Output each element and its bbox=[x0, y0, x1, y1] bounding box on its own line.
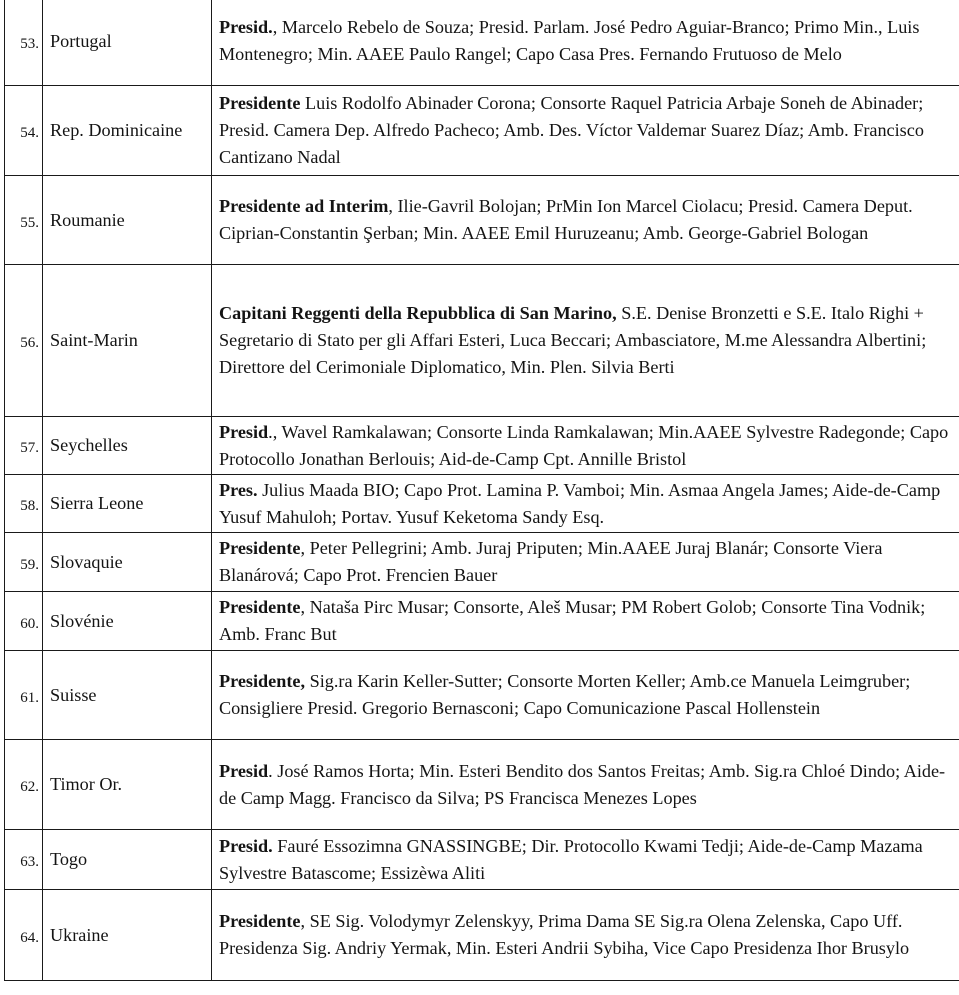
delegation-members: , Nataša Pirc Musar; Consorte, Aleš Musar; PM Robert Golob; Consorte Tina Vodnik; Amb. Franc But bbox=[219, 597, 926, 644]
delegation-details bbox=[212, 533, 959, 592]
delegations-table bbox=[4, 0, 959, 981]
delegation-head-title: Pres. bbox=[219, 479, 258, 500]
delegation-details bbox=[212, 651, 959, 740]
delegation-details bbox=[212, 86, 959, 176]
row-number: 57. bbox=[5, 417, 43, 475]
row-number: 56. bbox=[5, 265, 43, 417]
delegation-members: S.E. Denise Bronzetti e S.E. Italo Righi + Segretario di Stato per gli Affari Esteri, Luca Beccari; Ambasciatore, M.me Alessandra Albertini; Direttore del Cerimoniale Diplomatico, Min. Plen. Silvia Berti bbox=[219, 303, 927, 377]
delegation-head-title: Presidente bbox=[219, 911, 301, 931]
delegation-members: Julius Maada BIO; Capo Prot. Lamina P. Vamboi; Min. Asmaa Angela James; Aide-de-Camp Yusuf Mahuloh; Portav. Yusuf Keketoma Sandy Esq. bbox=[219, 479, 941, 527]
country-name: Togo bbox=[43, 830, 212, 890]
country-name: Seychelles bbox=[43, 417, 212, 475]
delegation-details bbox=[212, 265, 959, 417]
table-row bbox=[5, 475, 959, 533]
table-row bbox=[5, 830, 959, 890]
country-name: Slovaquie bbox=[43, 533, 212, 592]
delegation-members: , Peter Pellegrini; Amb. Juraj Priputen; Min.AAEE Juraj Blanár; Consorte Viera Blanárová; Capo Prot. Frencien Bauer bbox=[219, 538, 883, 585]
delegation-members: , Marcelo Rebelo de Souza; Presid. Parlam. José Pedro Aguiar-Branco; Primo Min., Luis Montenegro; Min. AAEE Paulo Rangel; Capo Casa Pres. Fernando Frutuoso de Melo bbox=[219, 17, 920, 64]
row-number: 64. bbox=[5, 890, 43, 981]
country-name: Ukraine bbox=[43, 890, 212, 981]
row-number: 53. bbox=[5, 0, 43, 86]
delegation-head-title: Capitani Reggenti della Repubblica di San Marino, bbox=[219, 303, 617, 323]
row-number: 54. bbox=[5, 86, 43, 176]
delegation-members: , SE Sig. Volodymyr Zelenskyy, Prima Dama SE Sig.ra Olena Zelenska, Capo Uff. Presidenza Sig. Andriy Yermak, Min. Esteri Andrii Sybiha, Vice Capo Presidenza Ihor Brusylo bbox=[219, 911, 910, 958]
delegation-head-title: Presidente, bbox=[219, 671, 306, 691]
table-row bbox=[5, 533, 959, 592]
delegation-details bbox=[212, 0, 959, 86]
row-number: 55. bbox=[5, 176, 43, 265]
row-number: 58. bbox=[5, 475, 43, 533]
delegation-head-title: Presidente ad Interim bbox=[219, 196, 389, 216]
delegation-members: Sig.ra Karin Keller-Sutter; Consorte Morten Keller; Amb.ce Manuela Leimgruber; Consigliere Presid. Gregorio Bernasconi; Capo Comunicazione Pascal Hollenstein bbox=[219, 671, 911, 718]
table-row bbox=[5, 890, 959, 981]
delegation-head-title: Presid. bbox=[219, 17, 273, 37]
delegation-members: , Ilie-Gavril Bolojan; PrMin Ion Marcel Ciolacu; Presid. Camera Deput. Ciprian-Constantin Şerban; Min. AAEE Emil Huruzeanu; Amb. George-Gabriel Bologan bbox=[219, 196, 913, 243]
country-name: Sierra Leone bbox=[43, 475, 212, 533]
delegation-details bbox=[212, 592, 959, 651]
country-name: Rep. Dominicaine bbox=[43, 86, 212, 176]
country-name: Saint-Marin bbox=[43, 265, 212, 417]
delegation-members: . José Ramos Horta; Min. Esteri Bendito dos Santos Freitas; Amb. Sig.ra Chloé Dindo; Aide-de Camp Magg. Francisco da Silva; PS Francisca Menezes Lopes bbox=[219, 760, 946, 808]
row-number: 62. bbox=[5, 740, 43, 830]
row-number: 61. bbox=[5, 651, 43, 740]
delegation-details bbox=[212, 740, 959, 830]
table-row bbox=[5, 86, 959, 176]
delegation-members: Fauré Essozimna GNASSINGBE; Dir. Protocollo Kwami Tedji; Aide-de-Camp Mazama Sylvestre Batascome; Essizèwa Aliti bbox=[219, 835, 923, 883]
row-number: 60. bbox=[5, 592, 43, 651]
table-row bbox=[5, 592, 959, 651]
delegation-details bbox=[212, 176, 959, 265]
table-row bbox=[5, 651, 959, 740]
country-name: Roumanie bbox=[43, 176, 212, 265]
delegation-head-title: Presidente bbox=[219, 93, 301, 113]
table-row bbox=[5, 176, 959, 265]
delegation-head-title: Presid bbox=[219, 760, 269, 781]
country-name: Slovénie bbox=[43, 592, 212, 651]
delegation-details bbox=[212, 830, 959, 890]
delegation-head-title: Presid bbox=[219, 421, 269, 442]
table-row bbox=[5, 0, 959, 86]
delegation-members: ., Wavel Ramkalawan; Consorte Linda Ramkalawan; Min.AAEE Sylvestre Radegonde; Capo Protocollo Jonathan Berlouis; Aid-de-Camp Cpt. Annille Bristol bbox=[219, 421, 949, 469]
row-number: 63. bbox=[5, 830, 43, 890]
delegation-members: Luis Rodolfo Abinader Corona; Consorte Raquel Patricia Arbaje Soneh de Abinader; Presid. Camera Dep. Alfredo Pacheco; Amb. Des. Víctor Valdemar Suarez Díaz; Amb. Francisco Cantizano Nadal bbox=[219, 93, 924, 167]
delegation-head-title: Presidente bbox=[219, 538, 301, 558]
delegation-details bbox=[212, 475, 959, 533]
country-name: Suisse bbox=[43, 651, 212, 740]
delegation-details bbox=[212, 890, 959, 981]
table-row bbox=[5, 417, 959, 475]
row-number: 59. bbox=[5, 533, 43, 592]
country-name: Timor Or. bbox=[43, 740, 212, 830]
country-name: Portugal bbox=[43, 0, 212, 86]
delegation-details bbox=[212, 417, 959, 475]
delegation-head-title: Presid. bbox=[219, 835, 273, 856]
delegation-head-title: Presidente bbox=[219, 597, 301, 617]
table-row bbox=[5, 265, 959, 417]
table-row bbox=[5, 740, 959, 830]
